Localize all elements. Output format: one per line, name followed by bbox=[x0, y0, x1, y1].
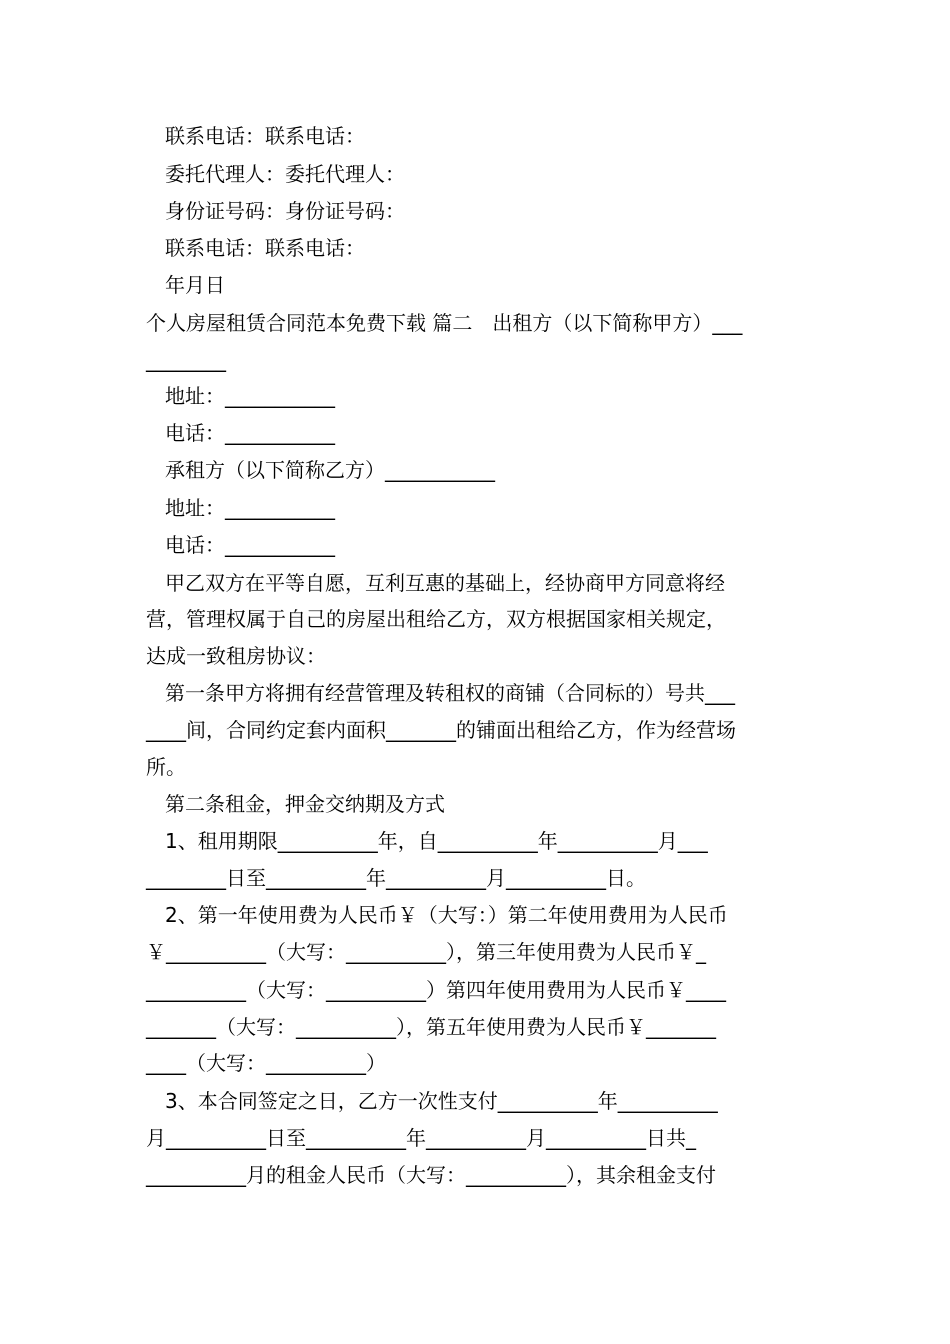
article-one-line-3: 所。 bbox=[146, 755, 186, 779]
fee-line-4: _______（大写：__________），第五年使用费为人民币￥_______ bbox=[146, 1015, 716, 1039]
payment-line-1: 3、本合同签定之日，乙方一次性支付__________年__________ bbox=[165, 1089, 718, 1113]
id-number-line: 身份证号码：身份证号码： bbox=[165, 199, 405, 223]
lessor-phone-line: 电话：___________ bbox=[165, 421, 335, 445]
fee-line-5: ____（大写：__________） bbox=[146, 1051, 386, 1075]
article-two-heading: 第二条租金，押金交纳期及方式 bbox=[165, 792, 445, 816]
contact-phone-line-1: 联系电话：联系电话： bbox=[165, 124, 365, 148]
agent-line: 委托代理人：委托代理人： bbox=[165, 162, 405, 186]
payment-line-2: 月__________日至__________年__________月__________日共_ bbox=[146, 1126, 696, 1150]
term-line-2: ________日至__________年__________月__________日。 bbox=[146, 866, 646, 890]
article-one-line-2: ____间，合同约定套内面积_______的铺面出租给乙方，作为经营场 bbox=[146, 718, 736, 742]
lessee-phone-line: 电话：___________ bbox=[165, 533, 335, 557]
payment-line-3: __________月的租金人民币（大写：__________），其余租金支付 bbox=[146, 1163, 716, 1187]
section-heading-lessor: 个人房屋租赁合同范本免费下载 篇二 出租方（以下简称甲方）___ bbox=[146, 311, 743, 335]
lessor-blank-continuation: ________ bbox=[146, 348, 226, 372]
lessee-address-line: 地址：___________ bbox=[165, 496, 335, 520]
fee-line-3: __________（大写：__________）第四年使用费用为人民币￥____ bbox=[146, 978, 726, 1002]
fee-line-1: 2、第一年使用费为人民币￥（大写：）第二年使用费用为人民币 bbox=[165, 903, 728, 927]
date-line: 年月日 bbox=[165, 273, 225, 297]
paragraph-intro-line-3: 达成一致租房协议： bbox=[146, 644, 326, 668]
paragraph-intro-line-1: 甲乙双方在平等自愿，互利互惠的基础上，经协商甲方同意将经 bbox=[165, 571, 725, 595]
term-line-1: 1、租用期限__________年，自__________年__________月___ bbox=[165, 829, 708, 853]
article-one-line-1: 第一条甲方将拥有经营管理及转租权的商铺（合同标的）号共___ bbox=[165, 681, 735, 705]
lessee-line: 承租方（以下简称乙方）___________ bbox=[165, 458, 495, 482]
contact-phone-line-2: 联系电话：联系电话： bbox=[165, 236, 365, 260]
fee-line-2: ￥__________（大写：__________），第三年使用费为人民币￥_ bbox=[146, 940, 706, 964]
lessor-address-line: 地址：___________ bbox=[165, 384, 335, 408]
paragraph-intro-line-2: 营，管理权属于自己的房屋出租给乙方，双方根据国家相关规定， bbox=[146, 607, 726, 631]
